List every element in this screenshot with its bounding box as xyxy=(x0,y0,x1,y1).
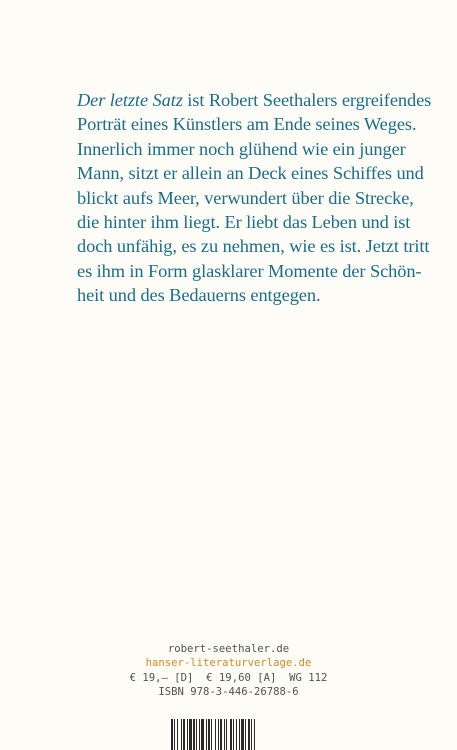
blurb-line: Mann, sitzt er allein an Deck eines Schiffes und xyxy=(77,163,424,184)
back-cover-blurb xyxy=(77,88,437,308)
author-website-link[interactable]: robert-seethaler.de xyxy=(167,643,290,655)
blurb-line: Porträt eines Künstlers am Ende seines Weges. xyxy=(77,114,417,135)
blurb-line: doch unfähig, es zu nehmen, wie es ist. Jetzt tritt xyxy=(77,236,430,257)
cover-footer xyxy=(0,642,457,699)
blurb-line: es ihm in Form glasklarer Momente der Schön- xyxy=(77,260,422,281)
barcode-graphic xyxy=(171,719,287,750)
book-title: Der letzte Satz xyxy=(77,90,183,110)
blurb-line: Innerlich immer noch glühend wie ein junger xyxy=(77,138,406,159)
blurb-line xyxy=(77,88,437,112)
barcode xyxy=(171,719,287,750)
publisher-website-link[interactable]: hanser-literaturverlage.de xyxy=(145,657,312,670)
price-info: € 19,– [D] € 19,60 [A] WG 112 xyxy=(129,671,328,684)
isbn-number: ISBN 978-3-446-26788-6 xyxy=(158,685,299,698)
blurb-line: heit und des Bedauerns entgegen. xyxy=(77,285,321,306)
blurb-line: blickt aufs Meer, verwundert über die Strecke, xyxy=(77,187,414,208)
blurb-text: ist Robert Seethalers ergreifendes xyxy=(182,90,432,110)
blurb-line: die hinter ihm liegt. Er liebt das Leben und ist xyxy=(77,212,411,233)
